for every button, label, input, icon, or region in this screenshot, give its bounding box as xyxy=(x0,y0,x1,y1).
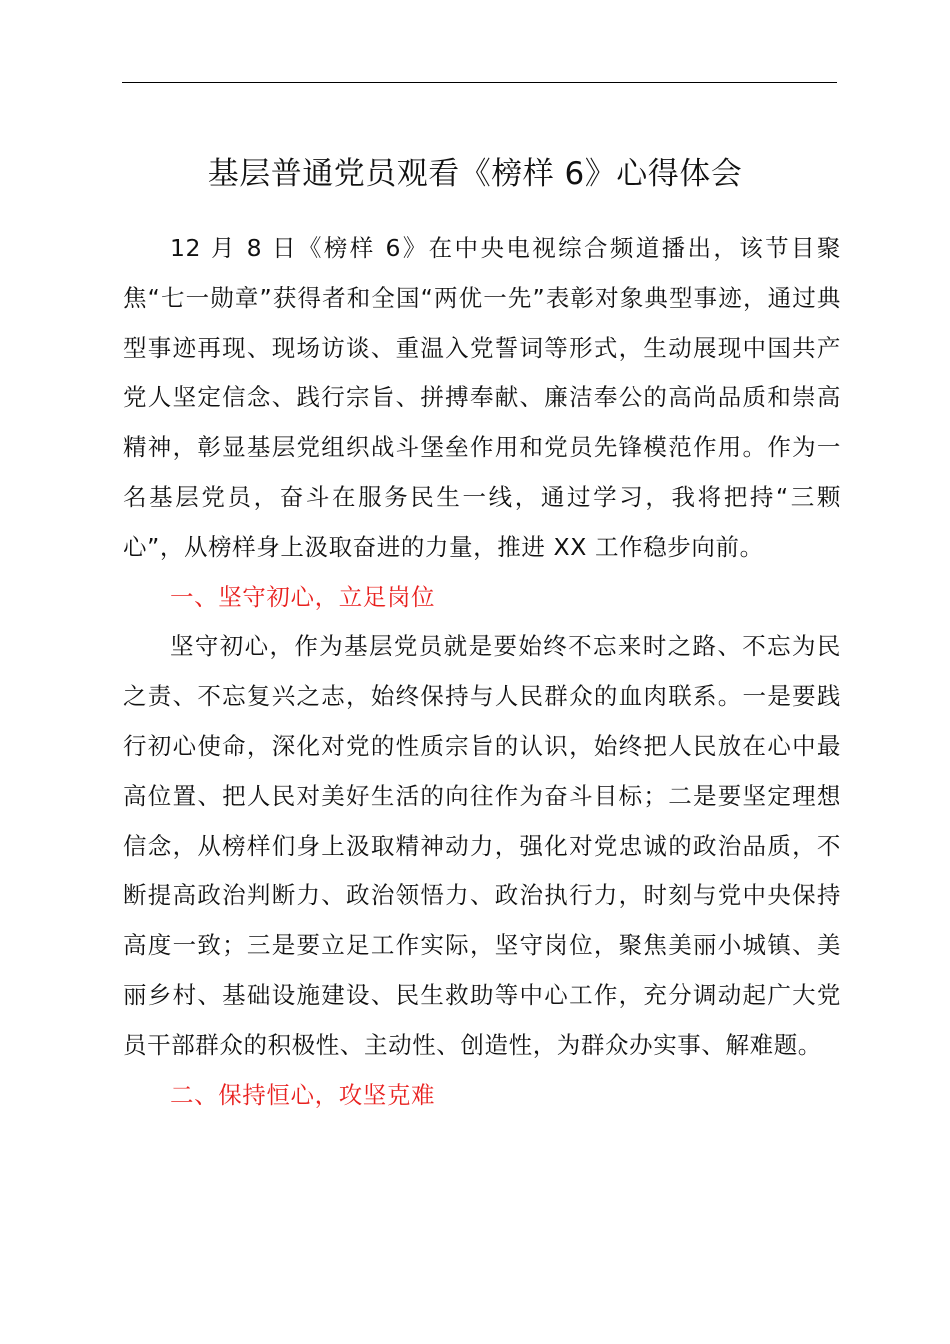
section-heading-2: 二、保持恒心，攻坚克难 xyxy=(170,1080,436,1109)
section-1-paragraph: 坚守初心，作为基层党员就是要始终不忘来时之路、不忘为民之责、不忘复兴之志，始终保持与人民群众的血肉联系。一是要践行初心使命，深化对党的性质宗旨的认识，始终把人民放在心中最高位置、把人民对美好生活的向往作为奋斗目标；二是要坚定理想信念，从榜样们身上汲取精神动力，强化对党忠诚的政治品质，不断提高政治判断力、政治领悟力、政治执行力，时刻与党中央保持高度一致；三是要立足工作实际，坚守岗位，聚焦美丽小城镇、美丽乡村、基础设施建设、民生救助等中心工作，充分调动起广大党员干部群众的积极性、主动性、创造性，为群众办实事、解难题。 xyxy=(123,632,841,1059)
document-title: 基层普通党员观看《榜样 6》心得体会 xyxy=(207,156,743,192)
intro-paragraph: 12 月 8 日《榜样 6》在中央电视综合频道播出，该节目聚焦“七一勋章”获得者和全国“两优一先”表彰对象典型事迹，通过典型事迹再现、现场访谈、重温入党誓词等形式，生动展现中国共产党人坚定信念、践行宗旨、拼搏奉献、廉洁奉公的高尚品质和崇高精神，彰显基层党组织战斗堡垒作用和党员先锋模范作用。作为一名基层党员，奋斗在服务民生一线，通过学习，我将把持“三颗心”，从榜样身上汲取奋进的力量，推进 XX 工作稳步向前。 xyxy=(123,234,841,561)
header-rule xyxy=(122,82,837,83)
section-heading-1: 一、坚守初心，立足岗位 xyxy=(170,582,436,611)
document-body xyxy=(123,224,841,1120)
